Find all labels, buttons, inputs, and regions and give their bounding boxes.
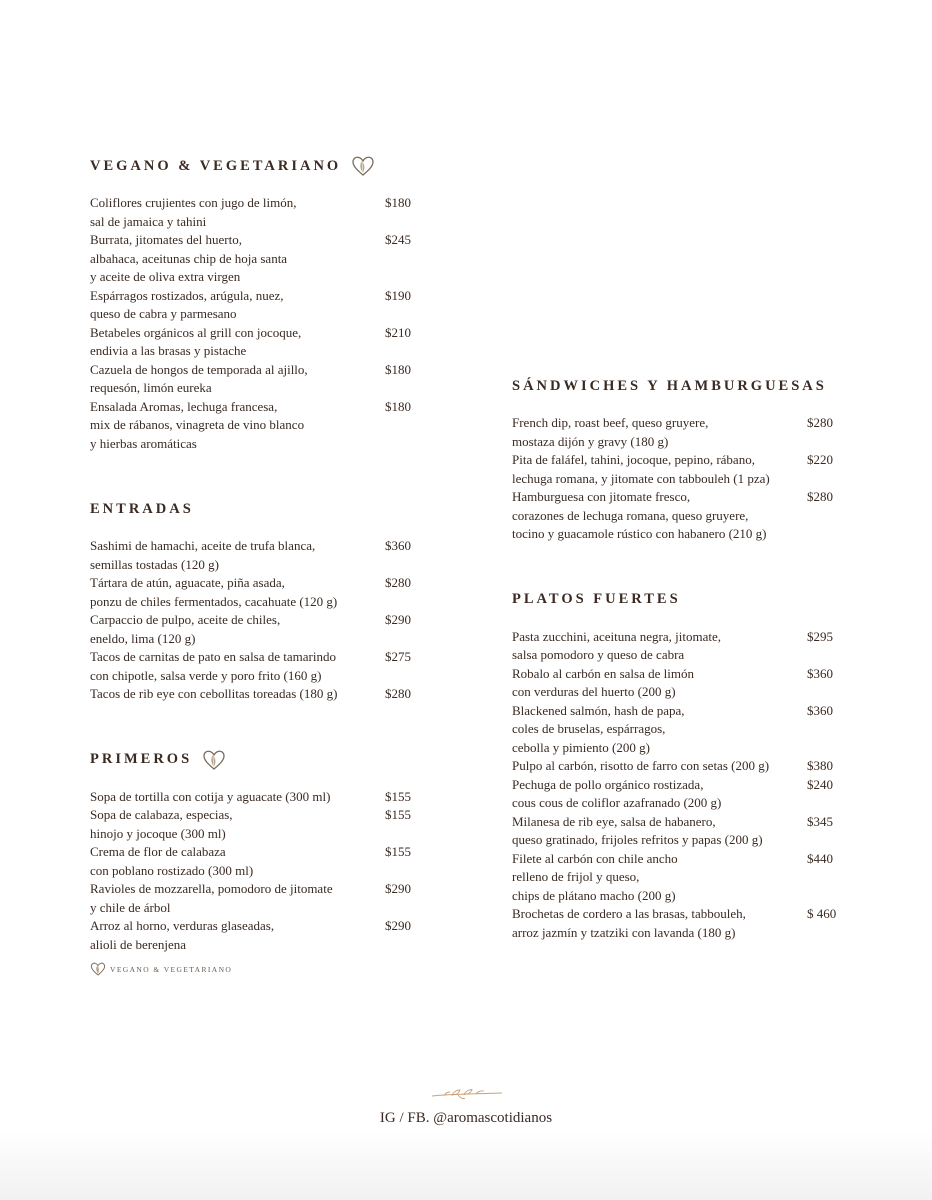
menu-item bbox=[90, 537, 430, 574]
section-spacer bbox=[90, 704, 430, 744]
menu-item-description: Betabeles orgánicos al grill con jocoque, endivia a las brasas y pistache bbox=[90, 324, 302, 358]
menu-item-description: Crema de flor de calabaza con poblano rostizado (300 ml) bbox=[90, 844, 254, 878]
menu-item bbox=[90, 398, 430, 454]
menu-item-description: Espárragos rostizados, arúgula, nuez, queso de cabra y parmesano bbox=[90, 287, 284, 321]
menu-item bbox=[512, 451, 852, 488]
menu-item bbox=[90, 287, 430, 324]
menu-item-description: Tártara de atún, aguacate, piña asada, ponzu de chiles fermentados, cacahuate (120 g) bbox=[90, 575, 338, 609]
menu-item-description: Hamburguesa con jitomate fresco, corazones de lechuga romana, queso gruyere, tocino y guacamole rústico con habanero (210 g) bbox=[512, 489, 767, 541]
menu-item bbox=[90, 324, 430, 361]
menu-item-price: $280 bbox=[807, 415, 833, 430]
menu-item-description: Coliflores crujientes con jugo de limón, sal de jamaica y tahini bbox=[90, 195, 297, 229]
menu-item bbox=[512, 776, 852, 813]
section-title-text: ENTRADAS bbox=[90, 500, 194, 517]
menu-item-price: $280 bbox=[385, 686, 411, 701]
menu-item bbox=[512, 850, 852, 906]
menu-item bbox=[90, 648, 430, 685]
sprig-icon bbox=[430, 1085, 504, 1101]
section-title bbox=[512, 584, 852, 616]
menu-item-description: Brochetas de cordero a las brasas, tabbouleh, arroz jazmín y tzatziki con lavanda (180 g) bbox=[512, 906, 746, 940]
menu-items bbox=[90, 788, 430, 955]
menu-item bbox=[90, 574, 430, 611]
menu-item bbox=[90, 611, 430, 648]
menu-item-description: Pechuga de pollo orgánico rostizada, cous cous de coliflor azafranado (200 g) bbox=[512, 776, 722, 810]
menu-item-description: Robalo al carbón en salsa de limón con verduras del huerto (200 g) bbox=[512, 665, 694, 699]
menu-item bbox=[512, 488, 852, 544]
menu-item-description: Sopa de tortilla con cotija y aguacate (300 ml) bbox=[90, 788, 331, 804]
menu-item-price: $245 bbox=[385, 232, 411, 247]
menu-section bbox=[512, 370, 852, 584]
menu-item-description: Sopa de calabaza, especias, hinojo y jocoque (300 ml) bbox=[90, 807, 233, 841]
menu-item-description: Milanesa de rib eye, salsa de habanero, queso gratinado, frijoles refritos y papas (200 g) bbox=[512, 813, 763, 847]
menu-item-price: $280 bbox=[385, 575, 411, 590]
menu-item bbox=[90, 231, 430, 287]
social-handle: IG / FB. @aromascotidianos bbox=[379, 1110, 553, 1126]
menu-item-price: $290 bbox=[385, 918, 411, 933]
menu-item-price: $155 bbox=[385, 844, 411, 859]
menu-items bbox=[512, 414, 852, 544]
bottom-shade bbox=[0, 1130, 932, 1200]
section-title-text: PLATOS FUERTES bbox=[512, 591, 681, 607]
menu-item bbox=[512, 813, 852, 850]
menu-item-price: $220 bbox=[807, 452, 833, 467]
heart-leaf-icon bbox=[90, 961, 106, 977]
section-title bbox=[512, 370, 852, 402]
menu-item-description: Blackened salmón, hash de papa, coles de bruselas, espárragos, cebolla y pimiento (200 g) bbox=[512, 702, 685, 755]
menu-item-price: $210 bbox=[385, 324, 411, 340]
menu-item-description: Filete al carbón con chile ancho relleno de frijol y queso, chips de plátano macho (200 g) bbox=[512, 850, 678, 903]
legend bbox=[90, 961, 232, 977]
menu-item bbox=[90, 917, 430, 954]
menu-section bbox=[90, 493, 430, 744]
menu-section bbox=[512, 584, 852, 943]
menu-item-price: $180 bbox=[385, 398, 411, 414]
menu-item-price: $360 bbox=[807, 665, 833, 681]
menu-item-price: $155 bbox=[385, 788, 411, 804]
menu-item-price: $155 bbox=[385, 807, 411, 822]
menu-item-price: $290 bbox=[385, 881, 411, 896]
menu-item-price: $190 bbox=[385, 287, 411, 303]
left-column bbox=[90, 150, 430, 954]
menu-items bbox=[512, 628, 852, 943]
section-title-text: SÁNDWICHES Y HAMBURGUESAS bbox=[512, 377, 827, 394]
menu-item-description: French dip, roast beef, queso gruyere, mostaza dijón y gravy (180 g) bbox=[512, 415, 709, 449]
menu-item bbox=[512, 702, 852, 758]
menu-item-price: $ 460 bbox=[807, 906, 837, 921]
menu-item bbox=[90, 806, 430, 843]
menu-item-price: $440 bbox=[807, 850, 833, 866]
menu-item-price: $380 bbox=[807, 758, 833, 773]
menu-item bbox=[512, 414, 852, 451]
section-title-text: VEGANO & VEGETARIANO bbox=[90, 157, 342, 174]
menu-item-description: Sashimi de hamachi, aceite de trufa blanca, semillas tostadas (120 g) bbox=[90, 538, 316, 572]
section-title bbox=[90, 493, 430, 525]
menu-item bbox=[90, 880, 430, 917]
menu-item-description: Burrata, jitomates del huerto, albahaca, aceitunas chip de hoja santa y aceite de oliva extra virgen bbox=[90, 232, 288, 284]
menu-item bbox=[90, 788, 430, 807]
menu-item-description: Cazuela de hongos de temporada al ajillo, requesón, limón eureka bbox=[90, 361, 308, 395]
menu-item bbox=[90, 361, 430, 398]
menu-item-description: Arroz al horno, verduras glaseadas, alioli de berenjena bbox=[90, 918, 275, 952]
menu-item-description: Pasta zucchini, aceituna negra, jitomate, salsa pomodoro y queso de cabra bbox=[512, 628, 721, 662]
menu-item-price: $240 bbox=[807, 776, 833, 792]
heart-leaf-icon bbox=[351, 154, 375, 178]
menu-section bbox=[90, 150, 430, 493]
menu-item-price: $290 bbox=[385, 612, 411, 627]
menu-item-description: Pulpo al carbón, risotto de farro con setas (200 g) bbox=[512, 758, 770, 773]
menu-item bbox=[90, 194, 430, 231]
menu-item-description: Ravioles de mozzarella, pomodoro de jitomate y chile de árbol bbox=[90, 881, 333, 915]
menu-item bbox=[512, 628, 852, 665]
menu-item-price: $345 bbox=[807, 813, 833, 829]
menu-item bbox=[90, 685, 430, 704]
section-title bbox=[90, 150, 430, 182]
menu-item-description: Tacos de rib eye con cebollitas toreadas (180 g) bbox=[90, 686, 338, 701]
menu-item-price: $180 bbox=[385, 195, 411, 210]
menu-item bbox=[512, 905, 852, 942]
menu-item bbox=[90, 843, 430, 880]
menu-item bbox=[512, 757, 852, 776]
menu-item-price: $275 bbox=[385, 649, 411, 664]
right-column bbox=[512, 370, 852, 942]
menu-item-price: $295 bbox=[807, 628, 833, 644]
menu-item-price: $180 bbox=[385, 361, 411, 377]
legend-label: VEGANO & VEGETARIANO bbox=[110, 964, 233, 974]
section-title-text: PRIMEROS bbox=[90, 751, 193, 767]
section-spacer bbox=[90, 453, 430, 493]
menu-item-price: $360 bbox=[385, 538, 411, 553]
menu-items bbox=[90, 194, 430, 453]
heart-leaf-icon bbox=[202, 748, 226, 772]
section-spacer bbox=[512, 544, 852, 584]
menu-item-price: $360 bbox=[807, 702, 833, 718]
menu-section bbox=[90, 744, 430, 955]
menu-item-description: Pita de faláfel, tahini, jocoque, pepino, rábano, lechuga romana, y jitomate con tabbouleh (1 pza) bbox=[512, 452, 770, 486]
menu-item-description: Tacos de carnitas de pato en salsa de tamarindo con chipotle, salsa verde y poro frito (160 g) bbox=[90, 649, 336, 683]
section-title bbox=[90, 744, 430, 776]
menu-item-price: $280 bbox=[807, 489, 833, 504]
menu-item bbox=[512, 665, 852, 702]
menu-items bbox=[90, 537, 430, 704]
menu-item-description: Ensalada Aromas, lechuga francesa, mix de rábanos, vinagreta de vino blanco y hierbas aromáticas bbox=[90, 398, 305, 451]
menu-item-description: Carpaccio de pulpo, aceite de chiles, eneldo, lima (120 g) bbox=[90, 612, 281, 646]
